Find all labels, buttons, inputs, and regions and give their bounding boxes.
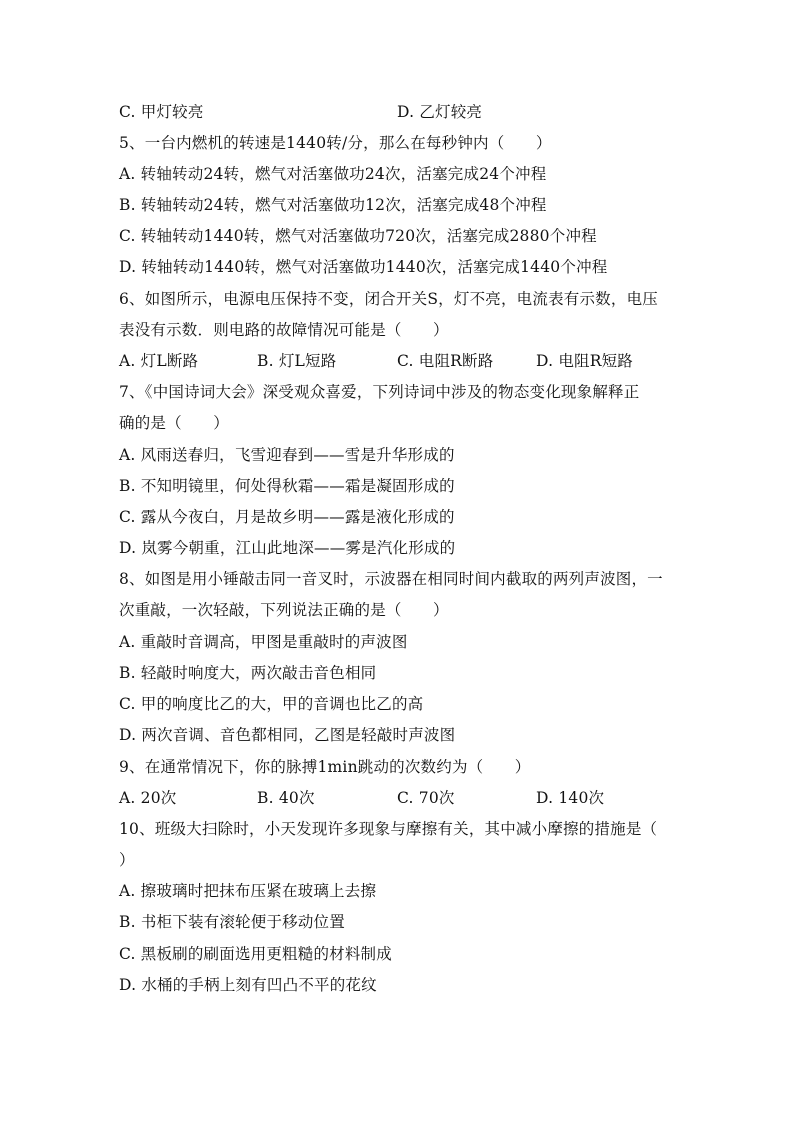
q4-option-c: C. 甲灯较亮 (119, 103, 204, 121)
q8-option-d: D. 两次音调、音色都相同，乙图是轻敲时声波图 (119, 726, 456, 744)
q10-option-d: D. 水桶的手柄上刻有凹凸不平的花纹 (119, 976, 377, 994)
q7-option-a: A. 风雨送春归，飞雪迎春到——雪是升华形成的 (119, 446, 455, 464)
q7-option-c: C. 露从今夜白，月是故乡明——露是液化形成的 (119, 508, 455, 526)
q9-option-c: C. 70次 (397, 789, 455, 807)
q10-option-a: A. 擦玻璃时把抹布压紧在玻璃上去擦 (119, 882, 377, 900)
q7-stem-line-2: 确的是（ ） (119, 414, 229, 432)
q6-option-a: A. 灯L断路 (119, 352, 199, 370)
q9-option-a: A. 20次 (119, 789, 177, 807)
q4-option-d: D. 乙灯较亮 (397, 103, 483, 121)
q7-stem-line-1: 7、《中国诗词大会》深受观众喜爱，下列诗词中涉及的物态变化现象解释正 (119, 383, 640, 401)
q5-stem: 5、一台内燃机的转速是1440转/分，那么在每秒钟内（ ） (119, 134, 552, 152)
q7-option-b: B. 不知明镜里，何处得秋霜——霜是凝固形成的 (119, 477, 455, 495)
q10-stem-line-2: ） (119, 851, 135, 869)
q5-option-b: B. 转轴转动24转，燃气对活塞做功12次，活塞完成48个冲程 (119, 196, 547, 214)
q10-stem-line-1: 10、班级大扫除时，小天发现许多现象与摩擦有关，其中减小摩擦的措施是（ (119, 820, 658, 838)
q6-stem-line-1: 6、如图所示，电源电压保持不变，闭合开关S，灯不亮，电流表有示数，电压 (119, 290, 658, 308)
q8-stem-line-2: 次重敲，一次轻敲，下列说法正确的是（ ） (119, 601, 449, 619)
q9-option-d: D. 140次 (536, 789, 605, 807)
q8-stem-line-1: 8、如图是用小锤敲击同一音叉时，示波器在相同时间内截取的两列声波图，一 (119, 570, 663, 588)
q6-option-d: D. 电阻R短路 (536, 352, 633, 370)
q6-option-c: C. 电阻R断路 (397, 352, 494, 370)
q9-stem: 9、在通常情况下，你的脉搏1min跳动的次数约为（ ） (119, 758, 531, 776)
q6-option-b: B. 灯L短路 (257, 352, 337, 370)
q8-option-c: C. 甲的响度比乙的大，甲的音调也比乙的高 (119, 695, 424, 713)
q5-option-d: D. 转轴转动1440转，燃气对活塞做功1440次，活塞完成1440个冲程 (119, 258, 608, 276)
q6-stem-line-2: 表没有示数．则电路的故障情况可能是（ ） (119, 321, 449, 339)
q7-option-d: D. 岚雾今朝重，江山此地深——雾是汽化形成的 (119, 539, 456, 557)
q8-option-b: B. 轻敲时响度大，两次敲击音色相同 (119, 664, 377, 682)
q9-option-b: B. 40次 (257, 789, 315, 807)
q8-option-a: A. 重敲时音调高，甲图是重敲时的声波图 (119, 633, 408, 651)
q5-option-a: A. 转轴转动24转，燃气对活塞做功24次，活塞完成24个冲程 (119, 165, 547, 183)
q10-option-b: B. 书柜下装有滚轮便于移动位置 (119, 913, 345, 931)
q5-option-c: C. 转轴转动1440转，燃气对活塞做功720次，活塞完成2880个冲程 (119, 227, 597, 245)
q10-option-c: C. 黑板刷的刷面选用更粗糙的材料制成 (119, 945, 392, 963)
